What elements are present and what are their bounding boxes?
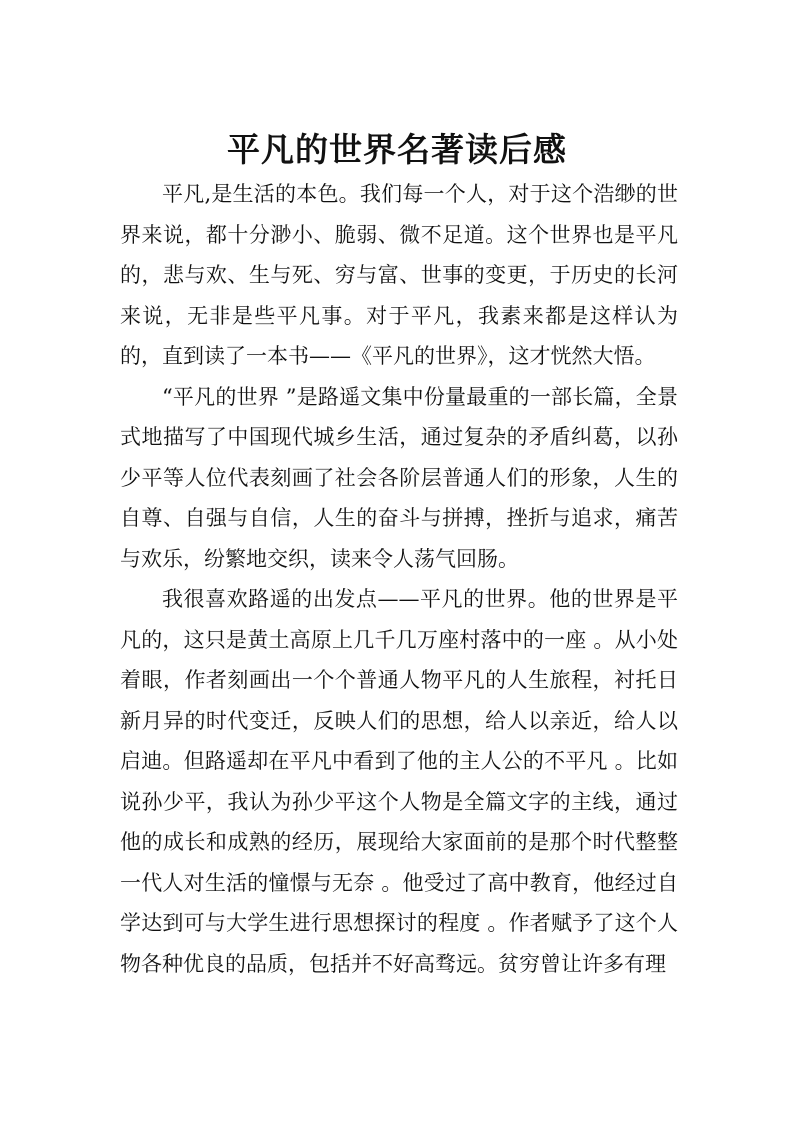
document-body xyxy=(120,174,678,984)
paragraph-3: 我很喜欢路遥的出发点——平凡的世界。他的世界是平凡的，这只是黄土高原上几千几万座村落中的一座 。从小处着眼，作者刻画出一个个普通人物平凡的人生旅程，衬托日新月异的时代变迁，反映人们的思想，给人以亲近，给人以启迪。但路遥却在平凡中看到了他的主人公的不平凡 。比如说孙少平，我认为孙少平这个人物是全篇文字的主线，通过他的成长和成熟的经历，展现给大家面前的是那个时代整整一代人对生活的憧憬与无奈 。他受过了高中教育，他经过自学达到可与大学生进行思想探讨的程度 。作者赋予了这个人物各种优良的品质，包括并不好高骛远。贫穷曾让许多有理 xyxy=(120,587,678,976)
paragraph-2: “平凡的世界 ”是路遥文集中份量最重的一部长篇，全景式地描写了中国现代城乡生活，通过复杂的矛盾纠葛，以孙少平等人位代表刻画了社会各阶层普通人们的形象，人生的自尊、自强与自信，人生的奋斗与拼搏，挫折与追求，痛苦与欢乐，纷繁地交织，读来令人荡气回肠。 xyxy=(120,384,678,571)
paragraph-1: 平凡,是生活的本色。我们每一个人，对于这个浩缈的世界来说，都十分渺小、脆弱、微不足道。这个世界也是平凡的，悲与欢、生与死、穷与富、世事的变更，于历史的长河来说，无非是些平凡事。对于平凡，我素来都是这样认为的，直到读了一本书——《平凡的世界》，这才恍然大悟。 xyxy=(120,182,678,368)
document-title: 平凡的世界名著读后感 xyxy=(227,130,567,170)
